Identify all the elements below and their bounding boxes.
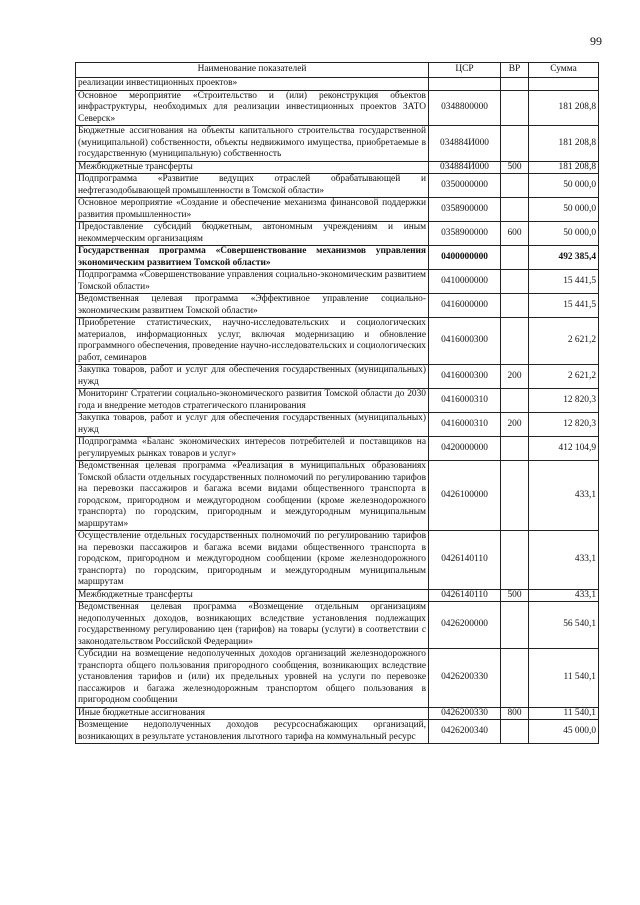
cell-vr — [501, 246, 529, 270]
cell-csr: 0426200000 — [429, 602, 501, 649]
cell-name: Межбюджетные трансферты — [76, 161, 429, 174]
table-row — [76, 589, 599, 602]
cell-vr: 500 — [501, 589, 529, 602]
cell-vr — [501, 174, 529, 198]
cell-vr — [501, 90, 529, 126]
cell-name: Межбюджетные трансферты — [76, 589, 429, 602]
cell-sum: 2 621,2 — [529, 318, 599, 365]
table-row — [76, 198, 599, 222]
cell-name: Подпрограмма «Совершенствование управления социально-экономическим развитием Томской области» — [76, 270, 429, 294]
cell-name: Государственная программа «Совершенствование механизмов управления экономическим развитием Томской области» — [76, 246, 429, 270]
cell-name: Закупка товаров, работ и услуг для обеспечения государственных (муниципальных) нужд — [76, 365, 429, 389]
cell-csr: 0416000300 — [429, 318, 501, 365]
cell-csr: 0426200340 — [429, 720, 501, 744]
cell-sum: 181 208,8 — [529, 161, 599, 174]
cell-csr: 0416000310 — [429, 389, 501, 413]
cell-name: Основное мероприятие «Создание и обеспечение механизма финансовой поддержки развития промышленности» — [76, 198, 429, 222]
cell-csr: 0426100000 — [429, 461, 501, 531]
cell-name: Подпрограмма «Развитие ведущих отраслей обрабатывающей и нефтегазодобывающей промышленности в Томской области» — [76, 174, 429, 198]
cell-sum: 11 540,1 — [529, 649, 599, 708]
cell-sum: 2 621,2 — [529, 365, 599, 389]
budget-table — [75, 62, 599, 744]
table-row — [76, 78, 599, 91]
cell-vr — [501, 198, 529, 222]
header-sum: Сумма — [529, 63, 599, 78]
cell-vr: 600 — [501, 222, 529, 246]
table-row — [76, 161, 599, 174]
table-row — [76, 437, 599, 461]
cell-name: Закупка товаров, работ и услуг для обеспечения государственных (муниципальных) нужд — [76, 413, 429, 437]
cell-name: Возмещение недополученных доходов ресурсоснабжающих организаций, возникающих в результате установления льготного тарифа на коммунальный ресурс — [76, 720, 429, 744]
table-row — [76, 90, 599, 126]
cell-name: Субсидии на возмещение недополученных доходов организаций железнодорожного транспорта общего пользования пригородного сообщения, возникающих вследствие установления тарифов и (или) их предельных уровней на услуги по перевозке пассажиров и багажа железнодорожным транспортом общего пользования в пригородном сообщении — [76, 649, 429, 708]
cell-csr: 0416000000 — [429, 294, 501, 318]
cell-sum: 12 820,3 — [529, 389, 599, 413]
cell-vr — [501, 270, 529, 294]
header-name: Наименование показателей — [76, 63, 429, 78]
cell-name: Ведомственная целевая программа «Возмещение отдельным организациям недополученных доходов, возникающих вследствие установления подлежащих государственному регулированию цен (тарифов) на товары (услуги) в соответствии с законодательством Российской Федерации» — [76, 602, 429, 649]
cell-name: Ведомственная целевая программа «Эффективное управление социально-экономическим развитием Томской области» — [76, 294, 429, 318]
header-csr: ЦСР — [429, 63, 501, 78]
cell-sum: 12 820,3 — [529, 413, 599, 437]
cell-vr — [501, 437, 529, 461]
cell-csr: 0350000000 — [429, 174, 501, 198]
cell-sum: 181 208,8 — [529, 90, 599, 126]
cell-sum: 181 208,8 — [529, 126, 599, 162]
cell-name: Осуществление отдельных государственных полномочий по регулированию тарифов на перевозки пассажиров и багажа всеми видами общественного транспорта в городском, пригородном и междугородном сообщении (кроме железнодорожного транспорта) по городским, пригородным и междугородным муниципальным маршрутам — [76, 531, 429, 590]
cell-csr: 0358900000 — [429, 198, 501, 222]
cell-csr: 0416000300 — [429, 365, 501, 389]
cell-sum: 15 441,5 — [529, 270, 599, 294]
cell-sum — [529, 78, 599, 91]
page-number: 99 — [590, 34, 602, 48]
cell-name: Подпрограмма «Баланс экономических интересов потребителей и поставщиков на регулируемых рынках товаров и услуг» — [76, 437, 429, 461]
cell-csr: 0426140110 — [429, 589, 501, 602]
cell-name: Ведомственная целевая программа «Реализация в муниципальных образованиях Томской области отдельных государственных полномочий по регулированию тарифов на перевозки пассажиров и багажа всеми видами общественного транспорта в городском, пригородном и междугородном сообщении (кроме железнодорожного транспорта) по городским, пригородным и междугородным муниципальным маршрутам» — [76, 461, 429, 531]
cell-sum: 45 000,0 — [529, 720, 599, 744]
cell-sum: 50 000,0 — [529, 222, 599, 246]
table-row — [76, 413, 599, 437]
cell-vr: 800 — [501, 707, 529, 720]
cell-vr — [501, 126, 529, 162]
table-row — [76, 294, 599, 318]
cell-csr: 0416000310 — [429, 413, 501, 437]
table-header-row — [76, 63, 599, 78]
table-row — [76, 222, 599, 246]
cell-name: Приобретение статистических, научно-исследовательских и социологических материалов, информационных услуг, включая модернизацию и обновление программного обеспечения, проведение научно-исследовательских и социологических работ, семинаров — [76, 318, 429, 365]
cell-name: Бюджетные ассигнования на объекты капитального строительства государственной (муниципальной) собственности, объекты недвижимого имущества, приобретаемые в государственную (муниципальную) собственность — [76, 126, 429, 162]
table-row — [76, 270, 599, 294]
cell-name: Мониторинг Стратегии социально-экономического развития Томской области до 2030 года и внедрение методов стратегического планирования — [76, 389, 429, 413]
table-row — [76, 531, 599, 590]
cell-sum: 433,1 — [529, 589, 599, 602]
cell-csr: 0410000000 — [429, 270, 501, 294]
cell-vr: 200 — [501, 365, 529, 389]
table-row — [76, 707, 599, 720]
cell-name: реализации инвестиционных проектов» — [76, 78, 429, 91]
cell-csr: 0358900000 — [429, 222, 501, 246]
table-row — [76, 246, 599, 270]
cell-csr: 0400000000 — [429, 246, 501, 270]
cell-vr — [501, 78, 529, 91]
cell-vr: 500 — [501, 161, 529, 174]
cell-csr: 034884И000 — [429, 126, 501, 162]
cell-vr — [501, 389, 529, 413]
cell-vr — [501, 649, 529, 708]
cell-name: Иные бюджетные ассигнования — [76, 707, 429, 720]
table-row — [76, 365, 599, 389]
header-vr: ВР — [501, 63, 529, 78]
cell-vr — [501, 602, 529, 649]
cell-vr — [501, 461, 529, 531]
cell-csr: 0426200330 — [429, 649, 501, 708]
cell-sum: 15 441,5 — [529, 294, 599, 318]
cell-vr — [501, 294, 529, 318]
cell-sum: 492 385,4 — [529, 246, 599, 270]
cell-sum: 433,1 — [529, 461, 599, 531]
table-row — [76, 318, 599, 365]
cell-sum: 50 000,0 — [529, 198, 599, 222]
cell-csr: 034884И000 — [429, 161, 501, 174]
cell-sum: 56 540,1 — [529, 602, 599, 649]
cell-csr: 0426200330 — [429, 707, 501, 720]
cell-sum: 11 540,1 — [529, 707, 599, 720]
table-row — [76, 461, 599, 531]
table-row — [76, 126, 599, 162]
table-row — [76, 720, 599, 744]
cell-csr: 0420000000 — [429, 437, 501, 461]
cell-sum: 412 104,9 — [529, 437, 599, 461]
cell-csr — [429, 78, 501, 91]
table-row — [76, 649, 599, 708]
cell-sum: 50 000,0 — [529, 174, 599, 198]
cell-vr: 200 — [501, 413, 529, 437]
cell-name: Основное мероприятие «Строительство и (или) реконструкция объектов инфраструктуры, необходимых для реализации инвестиционных проектов ЗАТО Северск» — [76, 90, 429, 126]
cell-vr — [501, 318, 529, 365]
cell-csr: 0426140110 — [429, 531, 501, 590]
cell-csr: 0348800000 — [429, 90, 501, 126]
table-row — [76, 174, 599, 198]
cell-sum: 433,1 — [529, 531, 599, 590]
cell-name: Предоставление субсидий бюджетным, автономным учреждениям и иным некоммерческим организациям — [76, 222, 429, 246]
cell-vr — [501, 531, 529, 590]
table-row — [76, 602, 599, 649]
cell-vr — [501, 720, 529, 744]
table-row — [76, 389, 599, 413]
